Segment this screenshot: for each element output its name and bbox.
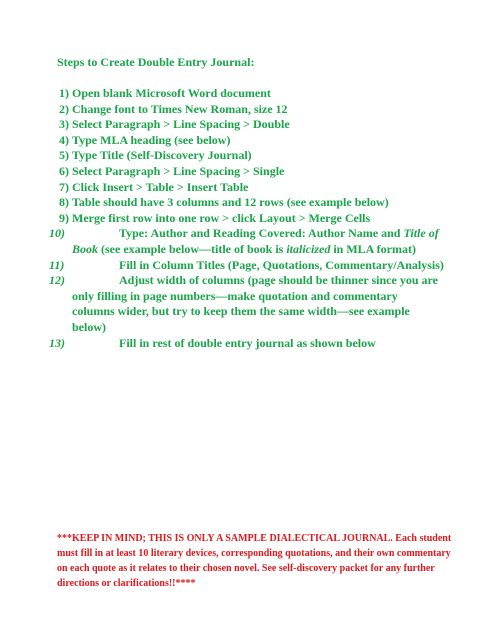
step-text: Select Paragraph > Line Spacing > Double [72, 117, 290, 132]
step-number: 3) [59, 117, 69, 132]
step-text: Fill in Column Titles (Page, Quotations, Commentary/Analysis) [119, 257, 444, 272]
step-number: 7) [59, 179, 69, 194]
step-text: Change font to Times New Roman, size 12 [72, 101, 288, 116]
step-number: 6) [59, 163, 69, 178]
step-number: 2) [59, 101, 69, 116]
step-text: Open blank Microsoft Word document [72, 86, 271, 100]
step-number: 10) [49, 226, 65, 241]
step-number: 8) [59, 195, 69, 210]
list-item [47, 117, 467, 133]
step-text: Table should have 3 columns and 12 rows (see example below) [72, 195, 389, 210]
list-item [47, 148, 467, 164]
step-text: Click Insert > Table > Insert Table [72, 179, 249, 194]
list-item [47, 133, 467, 149]
list-item [47, 195, 467, 211]
step-number: 11) [49, 257, 65, 272]
sample-note: ***KEEP IN MIND; THIS IS ONLY A SAMPLE DIALECTICAL JOURNAL. Each student must fill in at least 10 literary devices, corresponding quotations, and their own commentary on each quote as it relates to their chosen novel. See self-discovery packet for any further directions or clarifications!!**** [57, 533, 452, 589]
step-number: 9) [59, 210, 69, 225]
step-text-italic: italicized [286, 241, 331, 256]
step-text: Merge first row into one row > click Layout > Merge Cells [72, 210, 371, 225]
step-text: Adjust width of columns (page should be thinner since you are [119, 273, 438, 288]
step-text-italic: Title of [403, 226, 439, 241]
steps-list [47, 86, 467, 351]
step-number: 12) [49, 273, 65, 288]
list-item [47, 258, 467, 274]
step-number: 4) [59, 132, 69, 147]
step-text: Type Title (Self-Discovery Journal) [72, 148, 252, 163]
step-text: Fill in rest of double entry journal as shown below [119, 335, 376, 350]
step-number: 1) [59, 86, 69, 100]
list-item [47, 86, 467, 102]
list-item [47, 336, 467, 352]
page-title: Steps to Create Double Entry Journal: [57, 55, 255, 69]
step-number: 13) [49, 335, 65, 350]
list-item [47, 102, 467, 118]
step-text: columns wider, but try to keep them the same width—see example [72, 304, 410, 319]
list-item [47, 226, 467, 257]
step-number: 5) [59, 148, 69, 163]
list-item [47, 180, 467, 196]
step-text: Type MLA heading (see below) [72, 132, 231, 147]
list-item [47, 211, 467, 227]
step-text: in MLA format) [330, 241, 416, 256]
list-item [47, 273, 467, 335]
step-text: only filling in page numbers—make quotation and commentary [72, 288, 398, 303]
step-text: Type: Author and Reading Covered: Author Name and [119, 226, 404, 241]
list-item [47, 164, 467, 180]
step-text-italic: Book [72, 241, 99, 256]
step-text: below) [72, 319, 106, 334]
step-text: (see example below—title of book is [98, 241, 287, 256]
step-text: Select Paragraph > Line Spacing > Single [72, 163, 285, 178]
